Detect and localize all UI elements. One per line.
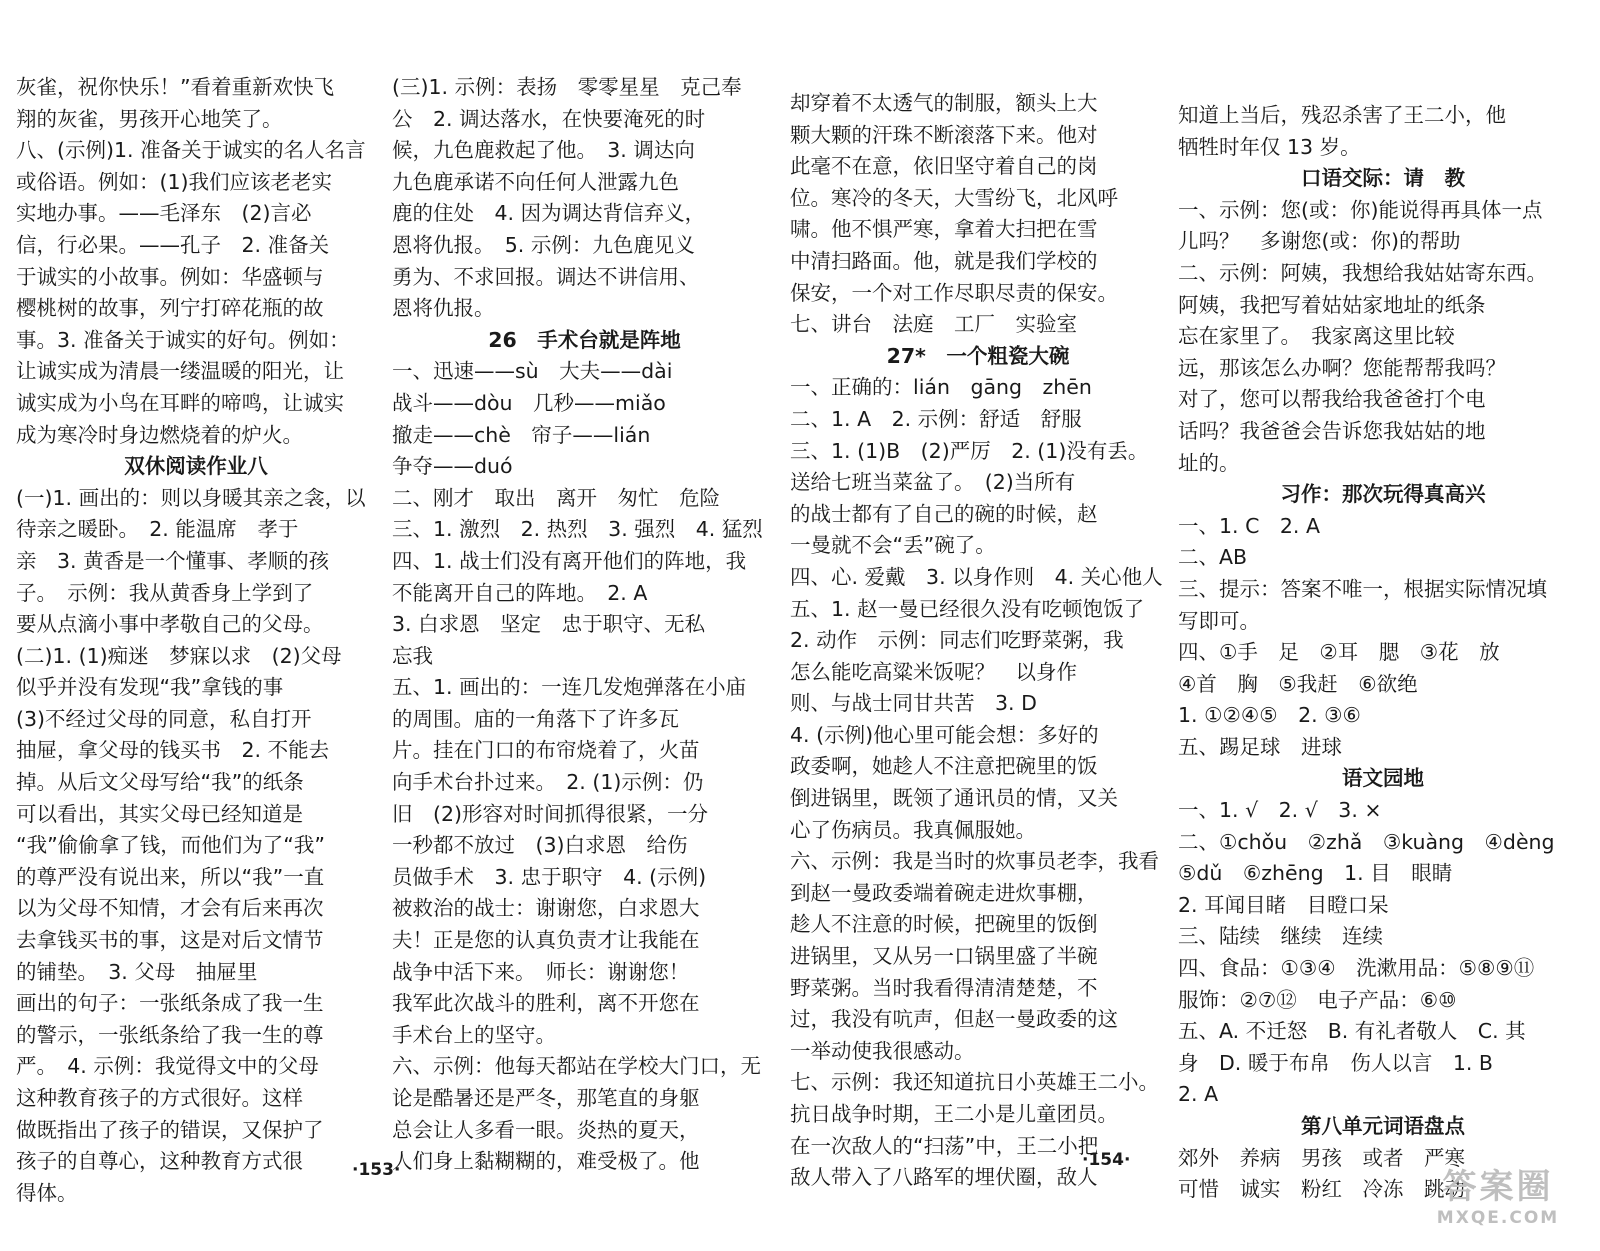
text-line: 不能离开自己的阵地。 2. A <box>392 580 648 605</box>
text-line: 郊外 养病 男孩 或者 严寒 <box>1178 1145 1465 1170</box>
text-line: 可以看出，其实父母已经知道是 <box>16 801 303 826</box>
text-line: 片。挂在门口的布帘烧着了，火苗 <box>392 738 700 763</box>
text-line: 抗日战争时期，王二小是儿童团员。 <box>790 1102 1118 1126</box>
text-line: 事。3. 准备关于诚实的好句。例如： <box>16 327 350 352</box>
text-line: 政委啊，她趁人不注意把碗里的饭 <box>790 754 1098 779</box>
text-line: 成为寒冷时身边燃烧着的炉火。 <box>16 422 303 447</box>
text-line: 话吗？我爸爸会告诉您我姑姑的地 <box>1178 418 1486 443</box>
text-line: 服饰：②⑦⑫ 电子产品：⑥⑩ <box>1178 987 1457 1012</box>
column-1 <box>16 72 376 1209</box>
text-line: 的尊严没有说出来，所以“我”一直 <box>16 864 325 889</box>
section-heading: 语文园地 <box>1342 766 1424 791</box>
text-line: 一、1. √ 2. √ 3. × <box>1178 798 1382 823</box>
text-line: 诚实成为小鸟在耳畔的啼鸣，让诚实 <box>16 390 344 415</box>
text-line: 知道上当后，残忍杀害了王二小，他 <box>1178 103 1506 127</box>
text-line: 恩将仇报。 <box>392 296 495 321</box>
text-line: 远，那该怎么办啊？您能帮帮我吗？ <box>1178 355 1506 380</box>
text-line: 2. 耳闻目睹 目瞪口呆 <box>1178 892 1389 917</box>
text-line: 战斗——dòu 几秒——miǎo <box>392 390 666 415</box>
text-line: 待亲之暖卧。 2. 能温席 孝于 <box>16 517 299 542</box>
text-line: 六、示例：我是当时的炊事员老李，我看 <box>790 849 1159 874</box>
text-line: 五、踢足球 进球 <box>1178 734 1342 759</box>
text-line: 争夺——duó <box>392 454 513 479</box>
text-line: 二、刚才 取出 离开 匆忙 危险 <box>392 485 720 510</box>
text-line: 野菜粥。当时我看得清清楚楚，不 <box>790 975 1098 1000</box>
text-line: 论是酷暑还是严冬，那笔直的身躯 <box>392 1086 700 1110</box>
text-line: 向手术台扑过来。 2. (1)示例：仍 <box>392 770 704 795</box>
text-line: 亲 3. 黄香是一个懂事、孝顺的孩 <box>16 548 330 573</box>
text-line: 址的。 <box>1178 450 1240 475</box>
section-heading: 27* 一个粗瓷大碗 <box>886 343 1070 368</box>
text-line: 于诚实的小故事。例如：华盛顿与 <box>16 264 324 289</box>
text-line: 心了伤病员。我真佩服她。 <box>790 817 1036 842</box>
text-line: 四、心. 爱戴 3. 以身作则 4. 关心他人 <box>790 564 1163 589</box>
text-line: “我”偷偷拿了钱，而他们为了“我” <box>16 833 325 858</box>
text-line: 一秒都不放过 (3)白求恩 给伤 <box>392 833 688 858</box>
watermark-url: MXQE.COM <box>1436 1208 1560 1228</box>
text-line: 孩子的自尊心，这种教育方式很 <box>16 1149 303 1174</box>
text-line: 得体。 <box>16 1180 78 1205</box>
section-heading: 习作：那次玩得真高兴 <box>1280 482 1486 507</box>
text-line: 的铺垫。 3. 父母 抽屉里 <box>16 959 258 984</box>
text-line: 四、①手 足 ②耳 腮 ③花 放 <box>1178 640 1500 665</box>
text-line: 对了，您可以帮我给我爸爸打个电 <box>1178 387 1486 412</box>
text-line: 以为父母不知情，才会有后来再次 <box>16 896 324 921</box>
text-line: 撤走——chè 帘子——lián <box>392 422 651 447</box>
text-line: 或俗语。例如：(1)我们应该老老实 <box>16 169 333 194</box>
text-line: 鹿的住处 4. 因为调达背信弃义， <box>392 201 706 226</box>
text-line: 一、1. C 2. A <box>1178 513 1320 538</box>
text-line: 送给七班当菜盆了。 (2)当所有 <box>790 470 1076 495</box>
text-line: 的战士都有了自己的碗的时候，赵 <box>790 501 1098 526</box>
text-line: 倒进锅里，既领了通讯员的情，又关 <box>790 786 1118 811</box>
text-line: 要从点滴小事中孝敬自己的父母。 <box>16 612 324 637</box>
text-line: 恩将仇报。 5. 示例：九色鹿见义 <box>392 232 695 257</box>
text-line: 六、示例：他每天都站在学校大门口，无 <box>392 1054 761 1079</box>
section-heading: 第八单元词语盘点 <box>1301 1114 1465 1138</box>
column-3 <box>790 88 1166 1194</box>
text-line: ④首 胸 ⑤我赶 ⑥欲绝 <box>1178 671 1418 696</box>
text-line: 五、1. 赵一曼已经很久没有吃顿饱饭了 <box>790 596 1145 621</box>
text-line: 啸。他不惧严寒，拿着大扫把在雪 <box>790 217 1098 242</box>
text-line: 七、讲台 法庭 工厂 实验室 <box>790 312 1077 337</box>
text-line: (三)1. 示例：表扬 零零星星 克己奉 <box>392 75 742 99</box>
text-line: 颗大颗的汗珠不断滚落下来。他对 <box>790 122 1098 147</box>
text-line: 此毫不在意，依旧坚守着自己的岗 <box>790 154 1098 179</box>
text-line: 1. ①②④⑤ 2. ③⑥ <box>1178 703 1361 728</box>
text-line: 五、1. 画出的：一连几发炮弹落在小庙 <box>392 675 747 700</box>
text-line: 中清扫路面。他，就是我们学校的 <box>790 248 1098 273</box>
text-line: 趁人不注意的时候，把碗里的饭倒 <box>790 912 1098 937</box>
text-line: 四、1. 战士们没有离开他们的阵地，我 <box>392 548 747 573</box>
text-line: 敌人带入了八路军的埋伏圈，敌人 <box>790 1165 1098 1190</box>
text-line: 过，我没有吭声，但赵一曼政委的这 <box>790 1007 1118 1032</box>
text-line: 我军此次战斗的胜利，离不开您在 <box>392 991 700 1016</box>
text-line: 严。 4. 示例：我觉得文中的父母 <box>16 1054 319 1079</box>
text-line: 位。寒冷的冬天，大雪纷飞，北风呼 <box>790 185 1118 210</box>
text-line: 七、示例：我还知道抗日小英雄王二小。 <box>790 1070 1159 1095</box>
text-line: 儿吗？ 多谢您(或：你)的帮助 <box>1178 229 1461 254</box>
text-line: 抽屉，拿父母的钱买书 2. 不能去 <box>16 738 330 763</box>
text-line: 三、1. 激烈 2. 热烈 3. 强烈 4. 猛烈 <box>392 517 763 542</box>
text-line: 员做手术 3. 忠于职守 4. (示例) <box>392 864 707 889</box>
text-line: 灰雀，祝你快乐！”看着重新欢快飞 <box>16 75 335 99</box>
text-line: 翔的灰雀，男孩开心地笑了。 <box>16 106 283 131</box>
text-line: 这种教育孩子的方式很好。这样 <box>16 1086 303 1110</box>
text-line: 3. 白求恩 坚定 忠于职守、无私 <box>392 612 706 637</box>
text-line: 4. (示例)他心里可能会想：多好的 <box>790 722 1099 747</box>
text-line: 二、示例：阿姨，我想给我姑姑寄东西。 <box>1178 260 1547 285</box>
text-line: 三、提示：答案不唯一，根据实际情况填 <box>1178 576 1547 601</box>
text-line: 的周围。庙的一角落下了许多瓦 <box>392 706 679 731</box>
column-4 <box>1178 100 1588 1206</box>
text-line: 手术台上的坚守。 <box>392 1022 556 1047</box>
text-line: 到赵一曼政委端着碗走进炊事棚， <box>790 880 1098 905</box>
text-line: (3)不经过父母的同意，私自打开 <box>16 706 312 731</box>
text-line: (二)1. (1)痴迷 梦寐以求 (2)父母 <box>16 643 342 668</box>
text-line: 阿姨，我把写着姑姑家地址的纸条 <box>1178 292 1486 317</box>
text-line: 2. A <box>1178 1082 1219 1107</box>
text-line: 四、食品：①③④ 洗漱用品：⑤⑧⑨⑪ <box>1178 956 1535 981</box>
text-line: 旧 (2)形容对时间抓得很紧，一分 <box>392 801 709 826</box>
text-line: 子。 示例：我从黄香身上学到了 <box>16 580 314 605</box>
text-line: 保安，一个对工作尽职尽责的保安。 <box>790 280 1118 305</box>
text-line: 的警示，一张纸条给了我一生的尊 <box>16 1022 324 1047</box>
page-number-right: ·154· <box>1082 1150 1131 1170</box>
text-line: 怎么能吃高粱米饭呢？ 以身作 <box>790 659 1077 684</box>
text-line: 画出的句子：一张纸条成了我一生 <box>16 991 324 1016</box>
text-line: 五、A. 不迁怒 B. 有礼者敬人 C. 其 <box>1178 1019 1526 1044</box>
text-line: 进锅里，又从另一口锅里盛了半碗 <box>790 944 1098 969</box>
text-line: 去拿钱买书的事，这是对后文情节 <box>16 928 324 953</box>
text-line: 三、1. (1)B (2)严厉 2. (1)没有丢。 <box>790 438 1149 463</box>
text-line: 则、与战士同甘共苦 3. D <box>790 691 1037 716</box>
text-line: 人们身上黏糊糊的，难受极了。他 <box>392 1149 700 1174</box>
text-line: 二、1. A 2. 示例：舒适 舒服 <box>790 406 1082 431</box>
section-heading: 26 手术台就是阵地 <box>488 327 681 352</box>
text-line: 忘我 <box>392 643 433 668</box>
text-line: 三、陆续 继续 连续 <box>1178 924 1383 949</box>
text-line: 2. 动作 示例：同志们吃野菜粥，我 <box>790 628 1124 653</box>
text-line: 公 2. 调达落水，在快要淹死的时 <box>392 106 706 131</box>
text-line: ⑤dǔ ⑥zhēng 1. 目 眼睛 <box>1178 861 1453 886</box>
text-line: 一、迅速——sù 大夫——dài <box>392 359 673 384</box>
text-line: 可惜 诚实 粉红 冷冻 跳动 <box>1178 1177 1465 1202</box>
text-line: 写即可。 <box>1178 608 1260 633</box>
text-line: 二、①chǒu ②zhǎ ③kuàng ④dèng <box>1178 829 1555 854</box>
text-line: 战争中活下来。 师长：谢谢您！ <box>392 959 690 984</box>
text-line: 让诚实成为清晨一缕温暖的阳光，让 <box>16 359 344 384</box>
text-line: 樱桃树的故事，列宁打碎花瓶的故 <box>16 296 324 321</box>
page-number-left: ·153· <box>352 1160 401 1180</box>
text-line: (一)1. 画出的：则以身暖其亲之衾，以 <box>16 485 366 510</box>
text-line: 似乎并没有发现“我”拿钱的事 <box>16 675 284 700</box>
text-line: 却穿着不太透气的制服，额头上大 <box>790 91 1098 115</box>
text-line: 信，行必果。——孔子 2. 准备关 <box>16 232 330 257</box>
watermark-title: 答案圈 <box>1442 1167 1554 1207</box>
text-line: 被救治的战士：谢谢您，白求恩大 <box>392 896 700 921</box>
text-line: 一、示例：您(或：你)能说得再具体一点 <box>1178 197 1543 222</box>
text-line: 忘在家里了。 我家离这里比较 <box>1178 324 1455 349</box>
text-line: 身 D. 暖于布帛 伤人以言 1. B <box>1178 1050 1493 1075</box>
text-line: 一、正确的：lián gāng zhēn <box>790 375 1092 400</box>
text-line: 总会让人多看一眼。炎热的夏天， <box>392 1117 700 1142</box>
text-line: 二、AB <box>1178 545 1248 570</box>
section-heading: 口语交际：请 教 <box>1301 166 1465 191</box>
text-line: 掉。从后文父母写给“我”的纸条 <box>16 770 304 795</box>
text-line: 八、(示例)1. 准备关于诚实的名人名言 <box>16 138 366 163</box>
text-line: 在一次敌人的“扫荡”中，王二小把 <box>790 1133 1099 1158</box>
text-line: 夫！正是您的认真负责才让我能在 <box>392 928 700 953</box>
text-line: 勇为、不求回报。调达不讲信用、 <box>392 264 700 289</box>
text-line: 实地办事。——毛泽东 (2)言必 <box>16 201 312 226</box>
text-line: 牺牲时年仅 13 岁。 <box>1178 134 1361 159</box>
column-2 <box>392 72 777 1178</box>
text-line: 九色鹿承诺不向任何人泄露九色 <box>392 169 679 194</box>
text-line: 做既指出了孩子的错误，又保护了 <box>16 1117 324 1142</box>
text-line: 一举动使我很感动。 <box>790 1038 975 1063</box>
watermark-logo <box>1414 1167 1582 1237</box>
text-line: 一曼就不会“丢”碗了。 <box>790 533 996 558</box>
text-line: 候，九色鹿救起了他。 3. 调达向 <box>392 138 695 163</box>
section-heading: 双休阅读作业八 <box>124 454 268 479</box>
